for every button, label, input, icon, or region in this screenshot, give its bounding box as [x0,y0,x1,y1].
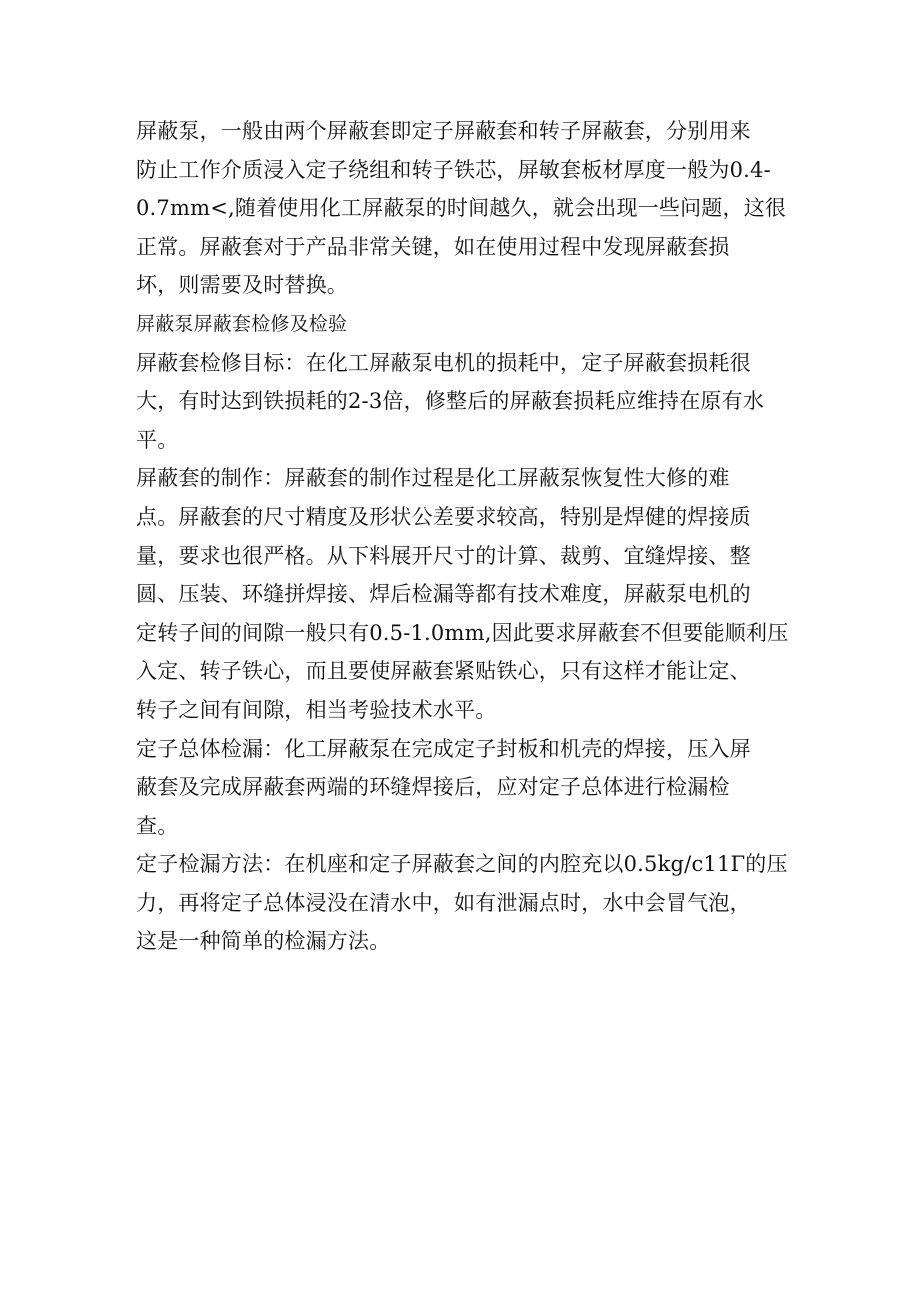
paragraph-line: 力，再将定子总体浸没在清水中，如有泄漏点时，水中会冒气泡， [136,890,751,915]
paragraph-line: 屏蔽泵，一般由两个屏蔽套即定子屏蔽套和转子屏蔽套，分别用来 [136,119,751,143]
section-heading: 屏蔽泵屏蔽套检修及检验 [136,312,348,335]
paragraph-line: 大，有时达到铁损耗的2-3倍，修整后的屏蔽套损耗应维持在原有水 [136,389,765,414]
document-body [136,112,789,961]
paragraph-line: 屏蔽套的制作：屏蔽套的制作过程是化工屏蔽泵恢复性大修的难 [136,466,730,491]
paragraph-line: 正常。屏蔽套对于产品非常关键，如在使用过程中发现屏蔽套损 [136,234,730,259]
paragraph-line: 圆、压装、环缝拼焊接、焊后检漏等都有技术难度，屏蔽泵电机的 [136,582,751,607]
paragraph-line: 点。屏蔽套的尺寸精度及形状公差要求较高，特别是焊健的焊接质 [136,504,751,529]
paragraph-line: 定子检漏方法：在机座和定子屏蔽套之间的内腔充以0.5kg/c11Γ的压 [136,852,788,877]
paragraph-line: 屏蔽套检修目标：在化工屏蔽泵电机的损耗中，定子屏蔽套损耗很 [136,350,751,375]
paragraph-line: 0.7mm<,随着使用化工屏蔽泵的时间越久，就会出现一些问题，这很 [136,196,787,221]
paragraph-line: 防止工作介质浸入定子绕组和转子铁芯，屏敏套板材厚度一般为0.4- [136,157,771,182]
paragraph-line: 这是一种简单的检漏方法。 [136,929,391,954]
paragraph-line: 平。 [136,427,179,452]
paragraph-line: 入定、转子铁心，而且要使屏蔽套紧贴铁心，只有这样才能让定、 [136,659,751,684]
paragraph-line: 查。 [136,813,179,838]
paragraph-line: 定子总体检漏：化工屏蔽泵在完成定子封板和机壳的焊接，压入屏 [136,736,751,761]
paragraph-line: 转子之间有间隙，相当考验技术水平。 [136,697,497,722]
paragraph-line: 蔽套及完成屏蔽套两端的环缝焊接后，应对定子总体进行检漏检 [136,775,730,800]
paragraph-line: 定转子间的间隙一般只有0.5-1.0mm,因此要求屏蔽套不但要能顺利压 [136,620,789,645]
paragraph-line: 坏，则需要及时替换。 [136,273,348,298]
paragraph-line: 量，要求也很严格。从下料展开尺寸的计算、裁剪、宜缝焊接、整 [136,543,751,568]
